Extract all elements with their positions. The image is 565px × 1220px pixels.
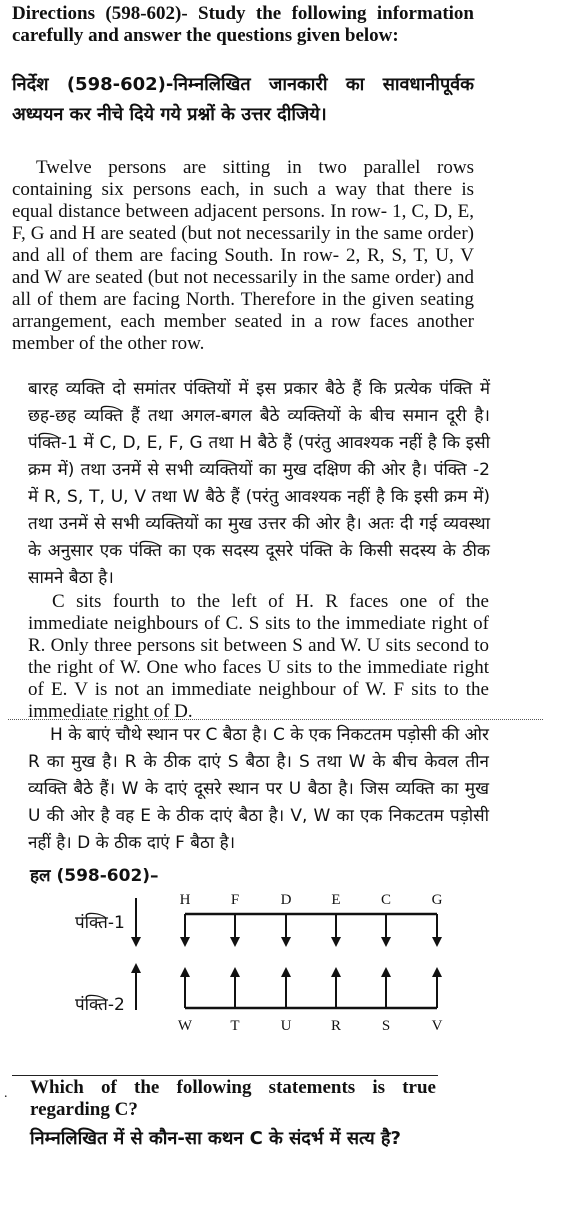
row2-person-label: V [431,1018,443,1034]
directions-english: Directions (598-602)- Study the following information carefully and answer the questions given below: [12,3,474,46]
question-english: Which of the following statements is true regarding C? [30,1077,436,1120]
row2-person-label: R [330,1018,342,1034]
passage-hindi-2: H के बाएं चौथे स्थान पर C बैठा है। C के एक निकटतम पड़ोसी की ओर R का मुख है। R के ठीक दाएं S बैठा है। S तथा W के बीच केवल तीन व्यक्ति बैठे हैं। W के दाएं दूसरे स्थान पर U बैठा है। जिस व्यक्ति का मुख U की ओर है वह E के ठीक दाएं बैठा है। V, W का एक निकटतम पड़ोसी नहीं है। D के ठीक दाएं F बैठा है। [28,725,489,853]
row1-label: पंक्ति-1 [75,913,125,933]
passage-english-2: C sits fourth to the left of H. R faces one of the immediate neighbours of C. S sits to the immediate right of R. Only three persons sit between S and W. U sits second to the right of W. One who faces U sits to the immediate right of E. V is not an immediate neighbour of W. F sits to the immediate right of D. [28,591,489,722]
row2-label: पंक्ति-2 [75,995,125,1015]
row2-person-label: S [381,1018,391,1034]
question-hindi: निम्नलिखित में से कौन-सा कथन C के संदर्भ में सत्य है? [30,1128,401,1149]
row1-person-label: E [331,892,341,908]
row2-person-label: U [280,1018,292,1034]
row1-person-label: F [230,892,240,908]
bullet-dot: . [4,1086,8,1101]
row1-person-label: D [280,892,292,908]
row2-person-label: W [177,1018,193,1034]
row1-person-label: H [179,892,191,908]
passage-hindi-1: बारह व्यक्ति दो समांतर पंक्तियों में इस प्रकार बैठे हैं कि प्रत्येक पंक्ति में छह-छह व्यक्ति हैं तथा अगल-बगल बैठे व्यक्तियों के बीच समान दूरी है। पंक्ति-1 में C, D, E, F, G तथा H बैठे हैं (परंतु आवश्यक नहीं है कि इसी क्रम में) तथा उनमें से सभी व्यक्तियों का मुख दक्षिण की ओर है। पंक्ति -2 में R, S, T, U, V तथा W बैठे हैं (परंतु आवश्यक नहीं है कि इसी क्रम में) तथा उनमें से सभी व्यक्तियों का मुख उत्तर की ओर है। अतः दी गई व्यवस्था के अनुसार एक पंक्ति का एक सदस्य दूसरे पंक्ति के किसी सदस्य के ठीक सामने बैठा है। [28,379,490,588]
question-divider [12,1075,438,1076]
row2-person-label: T [230,1018,240,1034]
seating-diagram [0,880,565,1050]
row1-person-label: G [431,892,443,908]
passage-english-1: Twelve persons are sitting in two parallel rows containing six persons each, in such a way that there is equal distance between adjacent persons. In row- 1, C, D, E, F, G and H are seated (but not necessarily in the same order) and all of them are facing South. In row- 2, R, S, T, U, V and W are seated (but not necessarily in the same order) and all of them are facing North. Therefore in the given seating arrangement, each member seated in a row faces another member of the other row. [12,157,474,354]
directions-hindi: निर्देश (598-602)-निम्नलिखित जानकारी का सावधानीपूर्वक अध्ययन कर नीचे दिये गये प्रश्नों के उत्तर दीजिये। [12,74,474,125]
section-divider [8,719,543,720]
row1-person-label: C [380,892,392,908]
solution-label: हल (598-602)– [30,866,159,886]
